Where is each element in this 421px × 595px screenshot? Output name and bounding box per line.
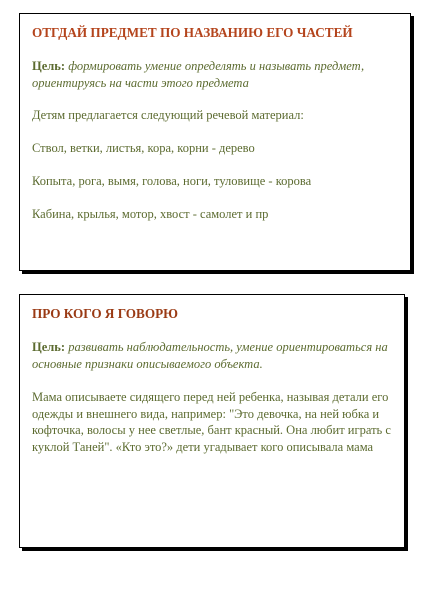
- intro-text: Детям предлагается следующий речевой материал:: [32, 108, 304, 122]
- goal-paragraph: [32, 58, 400, 91]
- goal-text: формировать умение определять и называть предмет, ориентируясь на части этого предмета: [32, 59, 365, 90]
- game-card-who-am-i-talking-about: [19, 294, 405, 548]
- game-description: Мама описываете сидящего перед ней ребенка, называя детали его одежды и внешнего вида, например: "Это девочка, на ней юбка и кофточка, волосы у нее светлые, бант красный. Она любит играть с куклой Таней". «Кто это?» дети угадывает кого описывала мама: [32, 390, 391, 454]
- goal-label: Цель:: [32, 340, 66, 354]
- card-title: ОТГДАЙ ПРЕДМЕТ ПО НАЗВАНИЮ ЕГО ЧАСТЕЙ: [32, 25, 353, 40]
- card-title: ПРО КОГО Я ГОВОРЮ: [32, 306, 178, 321]
- game-card-guess-object: [19, 13, 411, 271]
- speech-material-item: Кабина, крылья, мотор, хвост - самолет и пр: [32, 207, 269, 221]
- goal-label: Цель:: [32, 59, 66, 73]
- speech-material-item: Ствол, ветки, листья, кора, корни - дерево: [32, 141, 255, 155]
- goal-paragraph: [32, 339, 394, 372]
- goal-text: развивать наблюдательность, умение ориентироваться на основные признаки описываемого объекта.: [32, 340, 388, 371]
- speech-material-item: Копыта, рога, вымя, голова, ноги, туловище - корова: [32, 174, 312, 188]
